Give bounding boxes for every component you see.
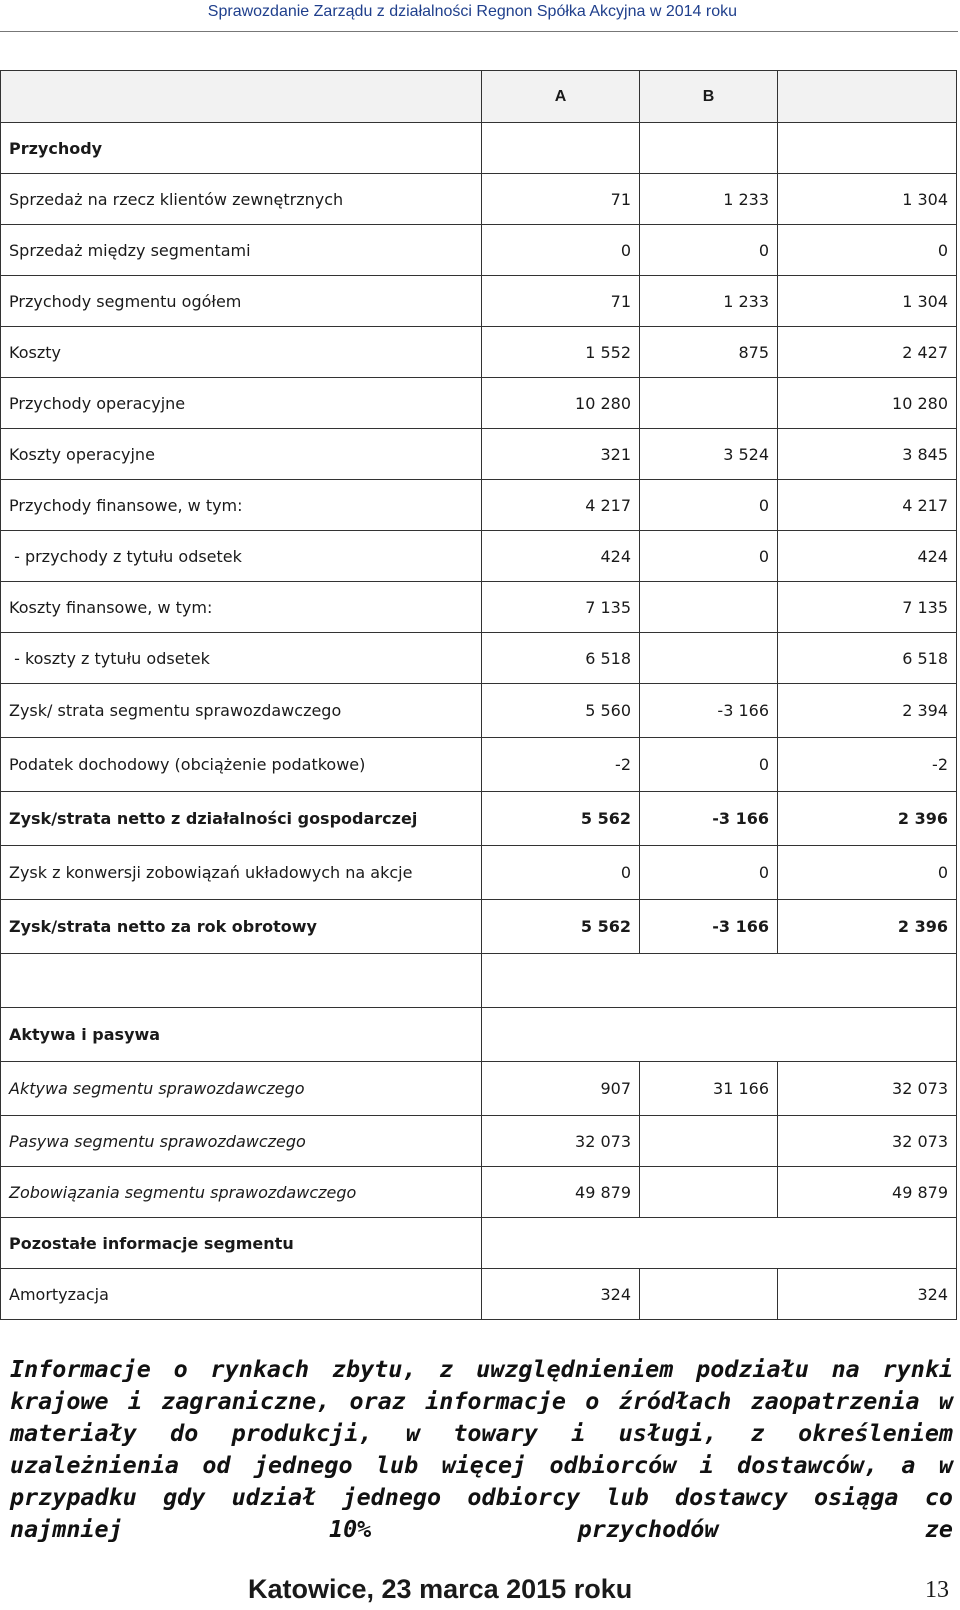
value-cell-b	[640, 1167, 778, 1218]
value-cell-b: -3 166	[640, 900, 778, 954]
value-cell-a: -2	[482, 738, 640, 792]
table-row	[1, 174, 957, 225]
merged-empty-cell	[482, 1218, 957, 1269]
value-cell-b: 0	[640, 738, 778, 792]
table-row	[1, 1062, 957, 1116]
value-cell-a: 321	[482, 429, 640, 480]
merged-empty-cell	[482, 954, 957, 1008]
table-row	[1, 378, 957, 429]
table-row	[1, 531, 957, 582]
value-cell-a: 0	[482, 846, 640, 900]
value-cell-c	[778, 123, 957, 174]
row-label: - koszty z tytułu odsetek	[1, 633, 482, 684]
table-row	[1, 633, 957, 684]
row-label: Podatek dochodowy (obciążenie podatkowe)	[1, 738, 482, 792]
row-label: Aktywa i pasywa	[1, 1008, 482, 1062]
row-label: - przychody z tytułu odsetek	[1, 531, 482, 582]
value-cell-a: 6 518	[482, 633, 640, 684]
value-cell-c: 32 073	[778, 1116, 957, 1167]
value-cell-c: 0	[778, 225, 957, 276]
value-cell-a: 71	[482, 276, 640, 327]
value-cell-a: 71	[482, 174, 640, 225]
row-label: Sprzedaż na rzecz klientów zewnętrznych	[1, 174, 482, 225]
value-cell-c: 1 304	[778, 276, 957, 327]
row-label: Przychody finansowe, w tym:	[1, 480, 482, 531]
merged-empty-cell	[482, 1008, 957, 1062]
value-cell-b	[640, 378, 778, 429]
table-row	[1, 1116, 957, 1167]
value-cell-a: 1 552	[482, 327, 640, 378]
value-cell-c: 49 879	[778, 1167, 957, 1218]
row-label: Pasywa segmentu sprawozdawczego	[1, 1116, 482, 1167]
value-cell-a: 0	[482, 225, 640, 276]
value-cell-a: 5 562	[482, 792, 640, 846]
value-cell-c: 7 135	[778, 582, 957, 633]
column-header	[778, 71, 957, 123]
table-row	[1, 1269, 957, 1320]
row-label: Zysk/strata netto z działalności gospodarczej	[1, 792, 482, 846]
table-row	[1, 276, 957, 327]
table-header-row	[1, 71, 957, 123]
value-cell-b	[640, 633, 778, 684]
page-header	[0, 0, 958, 32]
value-cell-b: 1 233	[640, 174, 778, 225]
table-row	[1, 738, 957, 792]
value-cell-b	[640, 582, 778, 633]
value-cell-a: 424	[482, 531, 640, 582]
row-label: Przychody segmentu ogółem	[1, 276, 482, 327]
value-cell-b: 0	[640, 531, 778, 582]
value-cell-c: 2 394	[778, 684, 957, 738]
value-cell-a: 5 562	[482, 900, 640, 954]
value-cell-b	[640, 1269, 778, 1320]
table-row	[1, 846, 957, 900]
row-label: Amortyzacja	[1, 1269, 482, 1320]
table-row	[1, 1008, 957, 1062]
row-label: Przychody	[1, 123, 482, 174]
value-cell-a: 49 879	[482, 1167, 640, 1218]
row-label: Przychody operacyjne	[1, 378, 482, 429]
table-row	[1, 327, 957, 378]
row-label: Zysk/strata netto za rok obrotowy	[1, 900, 482, 954]
value-cell-c: 2 396	[778, 900, 957, 954]
value-cell-a: 907	[482, 1062, 640, 1116]
table-row	[1, 225, 957, 276]
value-cell-b: -3 166	[640, 684, 778, 738]
value-cell-c: 424	[778, 531, 957, 582]
row-label: Pozostałe informacje segmentu	[1, 1218, 482, 1269]
column-header	[1, 71, 482, 123]
row-label: Koszty	[1, 327, 482, 378]
value-cell-c: 10 280	[778, 378, 957, 429]
footer-city-date: Katowice, 23 marca 2015 roku	[248, 1574, 633, 1604]
table-row	[1, 684, 957, 738]
segment-table	[0, 70, 957, 1320]
value-cell-b: -3 166	[640, 792, 778, 846]
value-cell-b	[640, 1116, 778, 1167]
value-cell-c: 324	[778, 1269, 957, 1320]
value-cell-c: -2	[778, 738, 957, 792]
table-row	[1, 582, 957, 633]
value-cell-c: 32 073	[778, 1062, 957, 1116]
value-cell-c: 6 518	[778, 633, 957, 684]
market-info-paragraph	[10, 1353, 953, 1545]
row-label: Koszty finansowe, w tym:	[1, 582, 482, 633]
table-row	[1, 1167, 957, 1218]
table-row	[1, 954, 957, 1008]
value-cell-c: 1 304	[778, 174, 957, 225]
value-cell-b: 875	[640, 327, 778, 378]
value-cell-a: 5 560	[482, 684, 640, 738]
table-row	[1, 123, 957, 174]
value-cell-b: 0	[640, 225, 778, 276]
page-number: 13	[925, 1577, 949, 1603]
column-header-b: B	[640, 71, 778, 123]
row-label: Zysk/ strata segmentu sprawozdawczego	[1, 684, 482, 738]
header-title: Sprawozdanie Zarządu z działalności Regnon Spółka Akcyjna w 2014 roku	[207, 3, 737, 20]
value-cell-b	[640, 123, 778, 174]
table-row	[1, 900, 957, 954]
value-cell-b: 0	[640, 846, 778, 900]
value-cell-a: 32 073	[482, 1116, 640, 1167]
table-row	[1, 429, 957, 480]
table-row	[1, 792, 957, 846]
row-label: Aktywa segmentu sprawozdawczego	[1, 1062, 482, 1116]
row-label: Koszty operacyjne	[1, 429, 482, 480]
value-cell-b: 1 233	[640, 276, 778, 327]
value-cell-b: 31 166	[640, 1062, 778, 1116]
row-label	[1, 954, 482, 1008]
market-info-text: Informacje o rynkach zbytu, z uwzględnieniem podziału na rynki krajowe i zagraniczne, oraz informacje o źródłach zaopatrzenia w materiały do produkcji, w towary i usługi, z określeniem uzależnienia od jednego lub więcej odbiorców i dostawców, a w przypadku gdy udział jednego odbiorcy lub dostawcy osiąga co najmniej 10% przychodów ze	[10, 1355, 953, 1543]
value-cell-c: 2 396	[778, 792, 957, 846]
value-cell-c: 3 845	[778, 429, 957, 480]
value-cell-a: 4 217	[482, 480, 640, 531]
value-cell-b: 3 524	[640, 429, 778, 480]
value-cell-a: 7 135	[482, 582, 640, 633]
row-label: Zobowiązania segmentu sprawozdawczego	[1, 1167, 482, 1218]
column-header-a: A	[482, 71, 640, 123]
value-cell-a: 324	[482, 1269, 640, 1320]
table-row	[1, 1218, 957, 1269]
value-cell-c: 4 217	[778, 480, 957, 531]
table-row	[1, 480, 957, 531]
value-cell-c: 0	[778, 846, 957, 900]
value-cell-c: 2 427	[778, 327, 957, 378]
row-label: Zysk z konwersji zobowiązań układowych na akcje	[1, 846, 482, 900]
value-cell-a	[482, 123, 640, 174]
row-label: Sprzedaż między segmentami	[1, 225, 482, 276]
value-cell-b: 0	[640, 480, 778, 531]
value-cell-a: 10 280	[482, 378, 640, 429]
